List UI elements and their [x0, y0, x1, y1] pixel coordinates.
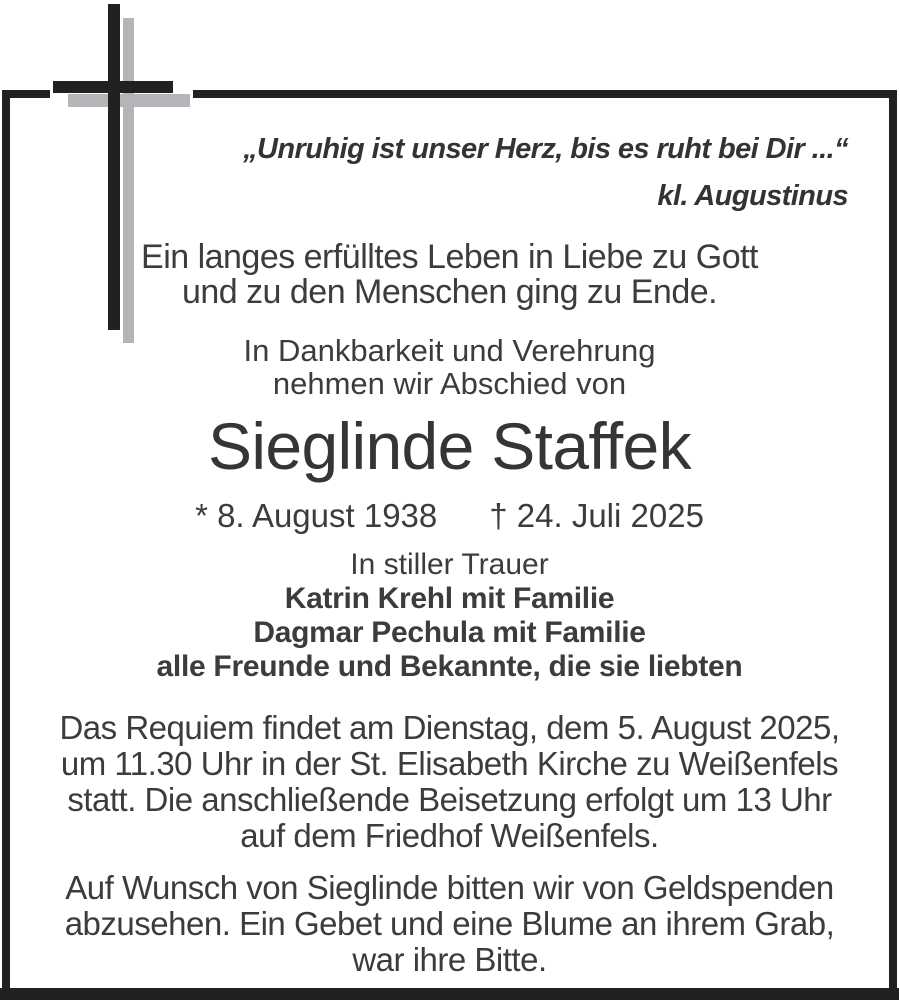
birth-date: * 8. August 1938: [195, 497, 438, 534]
notice-content: [10, 98, 889, 978]
donation-request-paragraph: [10, 870, 889, 978]
mourner-line: alle Freunde und Bekannte, die sie liebten: [156, 650, 743, 683]
frame-border-top-right-segment: [193, 90, 897, 98]
service-line: Das Requiem findet am Dienstag, dem 5. August 2025,: [59, 709, 840, 746]
intro-paragraph: [10, 240, 889, 310]
frame-border-left: [2, 90, 10, 988]
quote-attribution: kl. Augustinus: [657, 180, 848, 212]
death-date: † 24. Juli 2025: [489, 497, 704, 534]
service-paragraph: [10, 710, 889, 854]
service-line: statt. Die anschließende Beisetzung erfolgt um 13 Uhr: [67, 781, 832, 818]
farewell-paragraph: [10, 334, 889, 400]
cross-horizontal: [53, 81, 173, 93]
quote-text: „Unruhig ist unser Herz, bis es ruht bei Dir ...“: [243, 133, 848, 165]
quote-block: [10, 126, 889, 220]
intro-line: Ein langes erfülltes Leben in Liebe zu Gott: [141, 238, 758, 276]
intro-line: und zu den Menschen ging zu Ende.: [181, 273, 718, 311]
service-line: um 11.30 Uhr in der St. Elisabeth Kirche zu Weißenfels: [60, 745, 839, 782]
farewell-line: In Dankbarkeit und Verehrung: [243, 333, 656, 368]
frame-border-bottom: [0, 988, 899, 1000]
mourners-block: [10, 548, 889, 684]
deceased-name: Sieglinde Staffek: [208, 409, 691, 483]
mourners-heading: In stiller Trauer: [350, 548, 549, 581]
frame-border-right: [889, 90, 897, 988]
frame-border-top-left-segment: [2, 90, 50, 98]
request-line: war ihre Bitte.: [352, 941, 547, 978]
mourner-line: Dagmar Pechula mit Familie: [253, 616, 646, 649]
request-line: Auf Wunsch von Sieglinde bitten wir von Geldspenden: [65, 869, 834, 906]
request-line: abzusehen. Ein Gebet und eine Blume an ihrem Grab,: [64, 905, 835, 942]
mourner-line: Katrin Krehl mit Familie: [284, 582, 615, 615]
service-line: auf dem Friedhof Weißenfels.: [240, 817, 659, 854]
farewell-line: nehmen wir Abschied von: [272, 366, 627, 401]
life-dates: [10, 498, 889, 534]
